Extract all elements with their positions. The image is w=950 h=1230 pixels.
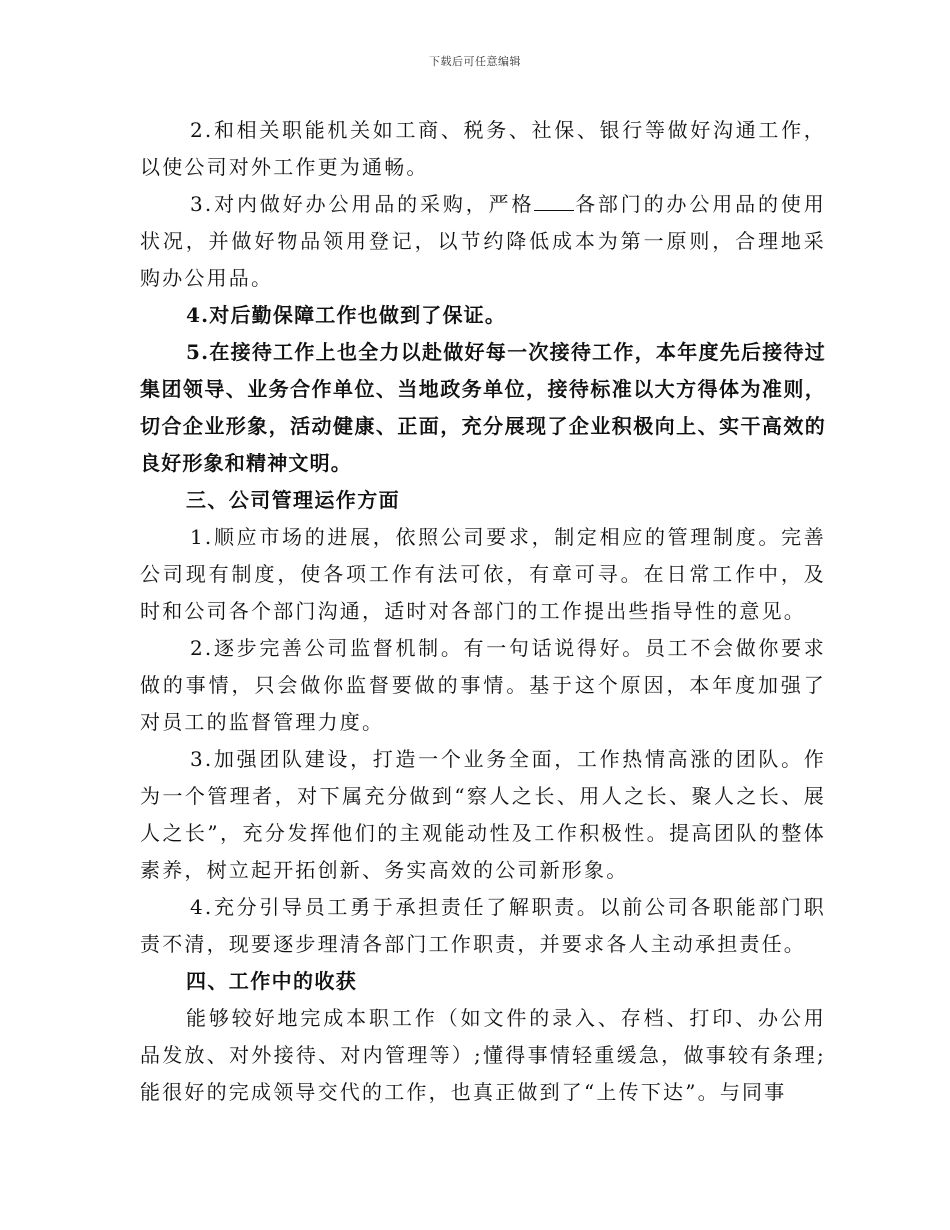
paragraph-text-start: 3.对内做好办公用品的采购，严格 (190, 192, 535, 216)
paragraph-management-4: 4.充分引导员工勇于承担责任了解职责。以前公司各职能部门职责不清，现要逐步理清各部门工作职责，并要求各人主动承担责任。 (140, 895, 826, 956)
paragraph-item-5-reception: 5.在接待工作上也全力以赴做好每一次接待工作，本年度先后接待过集团领导、业务合作单位、当地政务单位，接待标准以大方得体为准则，切合企业形象，活动健康、正面，充分展现了企业积极向上、实干高效的良好形象和精神文明。 (140, 340, 826, 475)
paragraph-management-2: 2.逐步完善公司监督机制。有一句话说得好。员工不会做你要求做的事情，只会做你监督要做的事情。基于这个原因，本年度加强了对员工的监督管理力度。 (140, 636, 826, 734)
section-heading-management: 三、公司管理运作方面 (186, 488, 400, 512)
page-header: 下载后可任意编辑 (429, 55, 521, 68)
paragraph-text-end: 各部门的办公用品的使用状况，并做好物品领用登记，以节约降低成本为第一原则，合理地采购办公用品。 (140, 192, 826, 290)
paragraph-item-4-logistics: 4.对后勤保障工作也做到了保证。 (186, 303, 507, 327)
paragraph-gains: 能够较好地完成本职工作（如文件的录入、存档、打印、办公用品发放、对外接待、对内管理等）;懂得事情轻重缓急，做事较有条理;能很好的完成领导交代的工作，也真正做到了“上传下达”。与同事 (140, 1006, 826, 1104)
paragraph-management-1: 1.顺应市场的进展，依照公司要求，制定相应的管理制度。完善公司现有制度，使各项工作有法可依，有章可寻。在日常工作中，及时和公司各个部门沟通，适时对各部门的工作提出些指导性的意见。 (140, 525, 826, 623)
paragraph-management-3: 3.加强团队建设，打造一个业务全面，工作热情高涨的团队。作为一个管理者，对下属充分做到“察人之长、用人之长、聚人之长、展人之长”，充分发挥他们的主观能动性及工作积极性。提高团队的整体素养，树立起开拓创新、务实高效的公司新形象。 (140, 747, 826, 882)
document-body (140, 112, 826, 1111)
paragraph-item-3-procurement (140, 186, 826, 297)
paragraph-item-2-communication: 2.和相关职能机关如工商、税务、社保、银行等做好沟通工作，以使公司对外工作更为通畅。 (140, 118, 826, 179)
section-heading-gains: 四、工作中的收获 (186, 969, 358, 993)
fill-blank (534, 192, 574, 211)
